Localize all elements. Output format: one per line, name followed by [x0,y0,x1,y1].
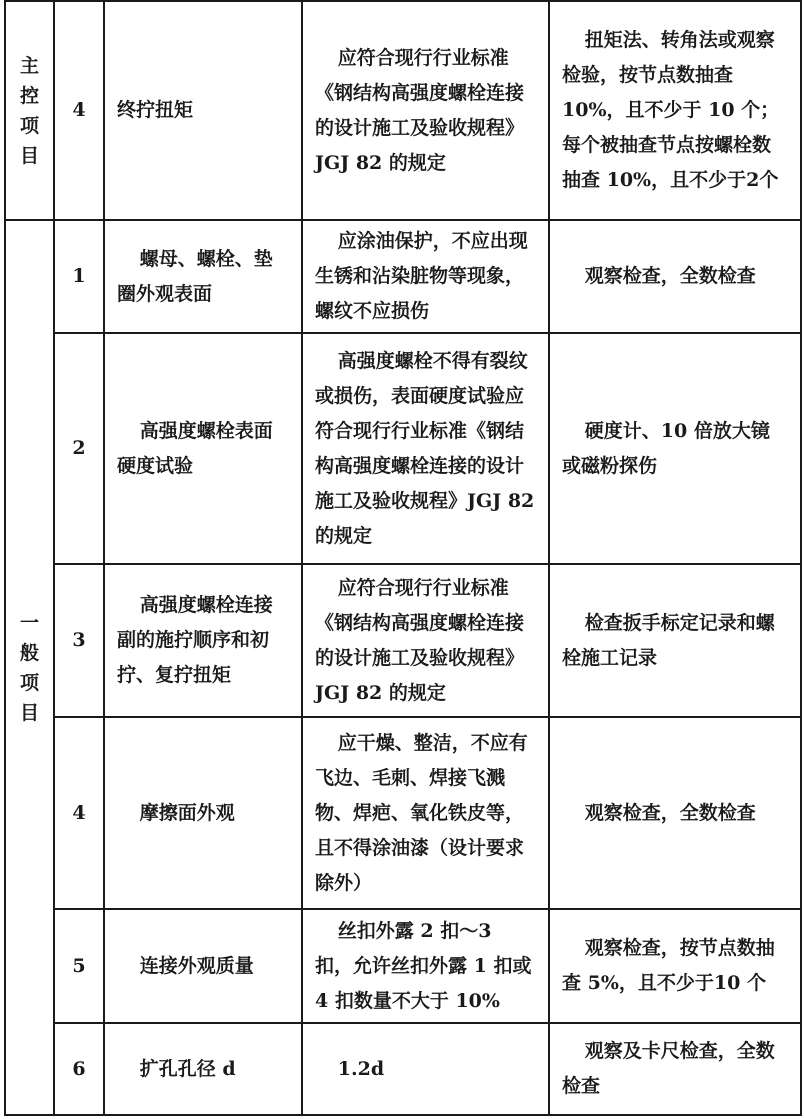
check-method: 观察检查，按节点数抽查 5%，且不少于10 个 [549,909,801,1023]
requirement-text: 应涂油保护，不应出现生锈和沾染脏物等现象，螺纹不应损伤 [302,220,549,333]
table-row [5,333,801,564]
item-name: 扩孔孔径 d [104,1023,302,1115]
row-number: 4 [54,1,104,220]
item-name: 高强度螺栓表面硬度试验 [104,333,302,564]
inspection-table [4,0,802,1116]
row-number: 1 [54,220,104,333]
requirement-text: 1.2d [302,1023,549,1115]
table-row [5,717,801,909]
item-name: 螺母、螺栓、垫圈外观表面 [104,220,302,333]
table-row [5,220,801,333]
check-method: 观察及卡尺检查，全数检查 [549,1023,801,1115]
check-method: 硬度计、10 倍放大镜或磁粉探伤 [549,333,801,564]
row-number: 5 [54,909,104,1023]
table-row [5,1023,801,1115]
check-method: 观察检查，全数检查 [549,220,801,333]
item-name: 摩擦面外观 [104,717,302,909]
check-method: 观察检查，全数检查 [549,717,801,909]
main-control-group-label: 主控项目 [5,1,54,220]
check-method: 检查扳手标定记录和螺栓施工记录 [549,564,801,717]
row-number: 3 [54,564,104,717]
table-row [5,1,801,220]
requirement-text: 高强度螺栓不得有裂纹或损伤，表面硬度试验应符合现行行业标准《钢结构高强度螺栓连接的设计施工及验收规程》JGJ 82 的规定 [302,333,549,564]
requirement-text: 丝扣外露 2 扣～3 扣，允许丝扣外露 1 扣或 4 扣数量不大于 10% [302,909,549,1023]
row-number: 6 [54,1023,104,1115]
item-name: 终拧扭矩 [104,1,302,220]
requirement-text: 应符合现行行业标准《钢结构高强度螺栓连接的设计施工及验收规程》JGJ 82 的规定 [302,1,549,220]
item-name: 连接外观质量 [104,909,302,1023]
row-number: 2 [54,333,104,564]
check-method: 扭矩法、转角法或观察检验，按节点数抽查10%，且不少于 10 个；每个被抽查节点按螺栓数抽查 10%，且不少于2个 [549,1,801,220]
requirement-text: 应干燥、整洁，不应有飞边、毛刺、焊接飞溅物、焊疤、氧化铁皮等，且不得涂油漆（设计要求除外） [302,717,549,909]
requirement-text: 应符合现行行业标准《钢结构高强度螺栓连接的设计施工及验收规程》JGJ 82 的规定 [302,564,549,717]
table-row [5,909,801,1023]
general-group-label: 一般项目 [5,220,54,1115]
item-name: 高强度螺栓连接副的施拧顺序和初拧、复拧扭矩 [104,564,302,717]
table-row [5,564,801,717]
row-number: 4 [54,717,104,909]
